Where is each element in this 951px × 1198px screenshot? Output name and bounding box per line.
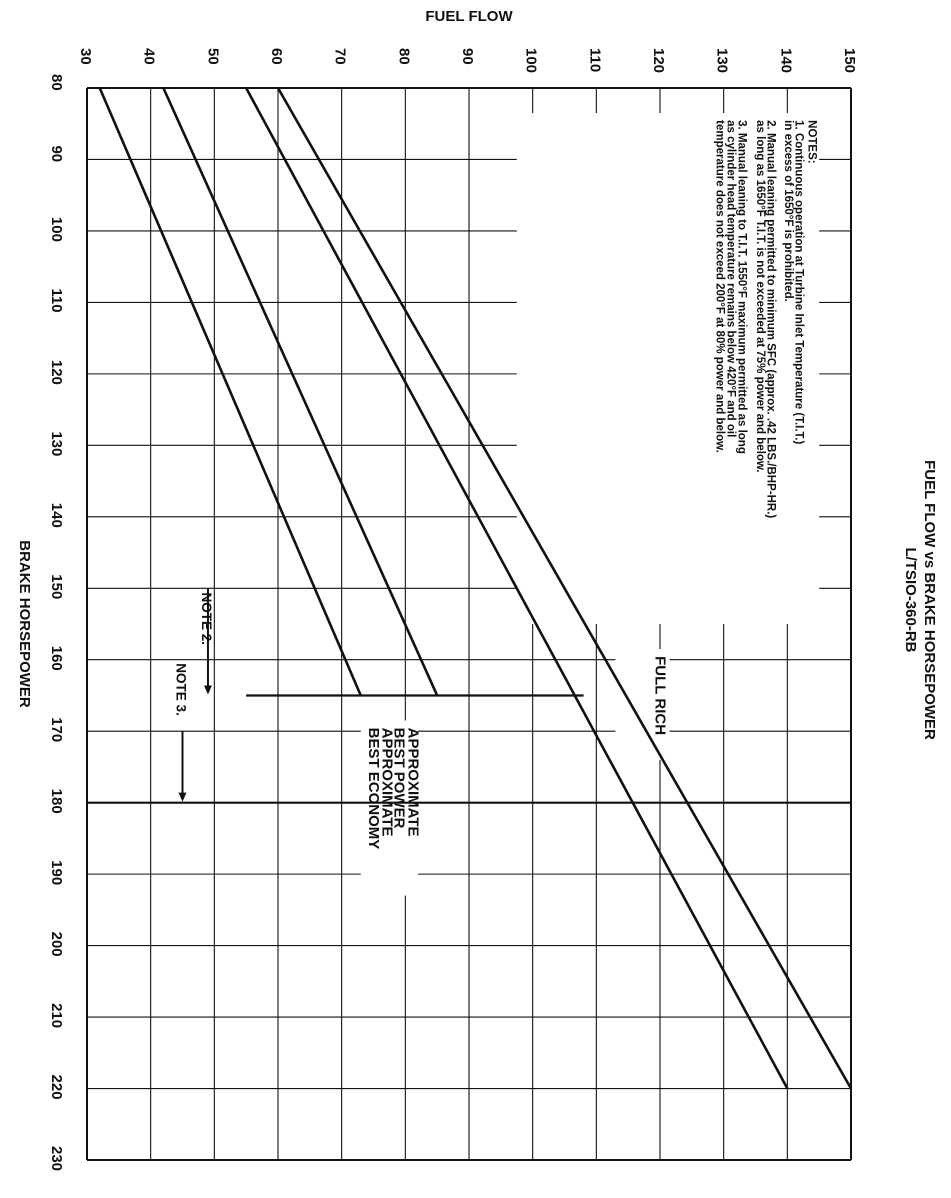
tick-label-bhp-130: 130 <box>48 431 65 457</box>
note-2-line-1: 2. Manual leaning permitted to minimum SFC (approx. .42 LBS./BHP-HR.) <box>764 120 777 519</box>
tick-label-fuel-140: 140 <box>777 48 795 74</box>
note-1-line-2: in excess of 1650°F is prohibited. <box>781 120 794 302</box>
chart-title: FUEL FLOW vs BRAKE HORSEPOWER <box>921 460 938 740</box>
label-best-power-line-1: APPROXIMATE <box>404 727 422 837</box>
note-2-arrow-head <box>204 685 212 694</box>
tick-label-bhp-140: 140 <box>48 502 65 528</box>
tick-label-bhp-100: 100 <box>48 216 65 242</box>
tick-label-fuel-80: 80 <box>395 48 413 65</box>
tick-label-bhp-160: 160 <box>48 645 65 671</box>
tick-label-bhp-210: 210 <box>48 1003 65 1029</box>
note-3-line-3: temperature does not exceed 200°F at 80% power and below. <box>713 120 726 453</box>
note-3-label: NOTE 3. <box>173 663 189 716</box>
tick-label-bhp-170: 170 <box>48 717 65 743</box>
tick-label-bhp-110: 110 <box>48 288 65 313</box>
tick-label-bhp-220: 220 <box>48 1074 65 1100</box>
tick-label-fuel-110: 110 <box>586 48 604 73</box>
tick-label-bhp-190: 190 <box>48 860 65 886</box>
tick-label-fuel-30: 30 <box>77 48 94 65</box>
notes-heading: NOTES: <box>805 120 818 164</box>
axis-title-brake-horsepower: BRAKE HORSEPOWER <box>16 540 33 708</box>
chart-subtitle: L/TSIO-360-RB <box>902 547 919 653</box>
tick-label-fuel-130: 130 <box>713 48 731 74</box>
label-full-rich: FULL RICH <box>651 656 669 736</box>
tick-label-bhp-90: 90 <box>48 145 65 163</box>
note-2-line-2: as long as 1650°F T.I.T. is not exceeded at 75% power and below. <box>753 120 766 473</box>
tick-label-fuel-150: 150 <box>841 48 858 74</box>
tick-label-bhp-180: 180 <box>48 788 65 814</box>
tick-label-bhp-200: 200 <box>48 931 65 957</box>
tick-label-fuel-90: 90 <box>459 48 476 65</box>
tick-label-bhp-230: 230 <box>48 1146 65 1172</box>
tick-label-bhp-150: 150 <box>48 574 65 600</box>
label-best-economy-line-2: BEST ECONOMY <box>365 727 383 850</box>
label-best-power-line-2: BEST POWER <box>390 727 408 829</box>
tick-label-fuel-120: 120 <box>650 48 667 74</box>
label-best-economy-line-1: APPROXIMATE <box>378 727 396 837</box>
axis-title-fuel-flow: FUEL FLOW <box>425 8 513 25</box>
note-1-line-1: 1. Continuous operation at Turbine Inlet Temperature (T.I.T.) <box>792 120 805 445</box>
note-2-label: NOTE 2. <box>198 592 214 646</box>
note-3-line-2: as cylinder head temperature remains below 420°F and oil <box>724 120 737 438</box>
tick-label-bhp-80: 80 <box>48 74 65 91</box>
tick-label-fuel-50: 50 <box>204 48 222 65</box>
tick-label-fuel-60: 60 <box>268 48 285 65</box>
series-line-4 <box>100 88 361 695</box>
tick-label-fuel-70: 70 <box>331 48 349 65</box>
tick-label-fuel-40: 40 <box>140 48 158 65</box>
tick-label-fuel-100: 100 <box>522 48 540 74</box>
note-3-arrow-head <box>179 793 187 802</box>
note-3-line-1: 3. Manual leaning to T.I.T. 1550°F maximum permitted as long <box>735 120 748 454</box>
tick-label-bhp-120: 120 <box>48 359 65 385</box>
